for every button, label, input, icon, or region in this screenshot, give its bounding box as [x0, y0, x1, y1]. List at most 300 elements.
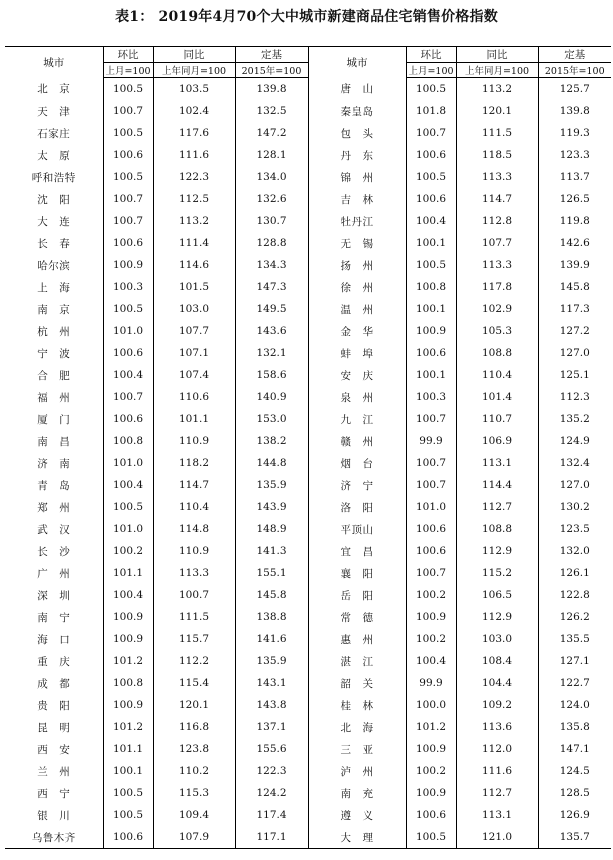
mom-right-cell: 100.9 [406, 606, 456, 628]
city-right-cell: 温 州 [308, 298, 406, 320]
mom-left-cell: 101.0 [103, 320, 153, 342]
table-row [5, 650, 611, 672]
yoy-left-cell: 117.6 [153, 122, 235, 144]
fixed-right-cell: 119.8 [538, 210, 611, 232]
fixed-right-cell: 124.0 [538, 694, 611, 716]
yoy-left-cell: 101.1 [153, 408, 235, 430]
city-right-cell: 扬 州 [308, 254, 406, 276]
table-row [5, 474, 611, 496]
yoy-right-cell: 111.6 [456, 760, 538, 782]
fixed-left-cell: 143.6 [235, 320, 308, 342]
fixed-left-cell: 143.1 [235, 672, 308, 694]
table-row [5, 78, 611, 101]
fixed-right-cell: 122.7 [538, 672, 611, 694]
city-right-cell: 赣 州 [308, 430, 406, 452]
fixed-left-cell: 141.3 [235, 540, 308, 562]
yoy-right-cell: 113.3 [456, 254, 538, 276]
fixed-right-cell: 124.9 [538, 430, 611, 452]
fixed-left-cell: 143.9 [235, 496, 308, 518]
city-left-cell: 西 宁 [37, 787, 71, 800]
fixed-right-cell: 139.9 [538, 254, 611, 276]
mom-right-cell: 100.9 [406, 738, 456, 760]
mom-left-cell: 100.4 [103, 474, 153, 496]
yoy-left-cell: 116.8 [153, 716, 235, 738]
mom-right-cell: 100.7 [406, 408, 456, 430]
yoy-right-cell: 114.4 [456, 474, 538, 496]
yoy-left-cell: 111.5 [153, 606, 235, 628]
fixed-left-cell: 137.1 [235, 716, 308, 738]
fixed-left-cell: 134.0 [235, 166, 308, 188]
fixed-right-cell: 126.5 [538, 188, 611, 210]
fixed-right-cell: 130.2 [538, 496, 611, 518]
city-left-cell: 银 川 [37, 809, 71, 822]
yoy-left-cell: 107.9 [153, 826, 235, 849]
mom-left-cell: 100.8 [103, 430, 153, 452]
city-right-cell: 安 庆 [308, 364, 406, 386]
yoy-left-cell: 110.6 [153, 386, 235, 408]
mom-left-cell: 100.5 [103, 166, 153, 188]
mom-right-cell: 100.9 [406, 320, 456, 342]
yoy-left-cell: 110.4 [153, 496, 235, 518]
yoy-header-right: 同比 [456, 47, 538, 63]
city-right-cell: 济 宁 [308, 474, 406, 496]
yoy-right-cell: 120.1 [456, 100, 538, 122]
city-right-cell: 泸 州 [308, 760, 406, 782]
city-left-cell: 呼和浩特 [31, 171, 76, 184]
mom-right-cell: 101.8 [406, 100, 456, 122]
mom-left-cell: 100.6 [103, 232, 153, 254]
city-right-cell: 牡丹江 [308, 210, 406, 232]
yoy-right-cell: 112.9 [456, 606, 538, 628]
city-right-cell: 桂 林 [308, 694, 406, 716]
yoy-right-cell: 109.2 [456, 694, 538, 716]
city-right-cell: 平顶山 [308, 518, 406, 540]
mom-left-cell: 101.0 [103, 452, 153, 474]
mom-left-cell: 100.5 [103, 78, 153, 101]
yoy-right-cell: 117.8 [456, 276, 538, 298]
mom-right-cell: 99.9 [406, 430, 456, 452]
mom-left-cell: 100.6 [103, 408, 153, 430]
yoy-left-cell: 120.1 [153, 694, 235, 716]
mom-left-cell: 100.9 [103, 606, 153, 628]
city-left-cell: 西 安 [37, 743, 71, 756]
mom-left-cell: 101.1 [103, 738, 153, 760]
yoy-right-cell: 118.5 [456, 144, 538, 166]
yoy-left-cell: 109.4 [153, 804, 235, 826]
mom-right-cell: 100.5 [406, 78, 456, 101]
table-row [5, 188, 611, 210]
city-left-cell: 天 津 [37, 105, 71, 118]
table-row [5, 496, 611, 518]
table-row [5, 144, 611, 166]
table-row [5, 738, 611, 760]
yoy-left-cell: 114.8 [153, 518, 235, 540]
fixed-right-cell: 145.8 [538, 276, 611, 298]
city-left-cell: 郑 州 [37, 501, 71, 514]
fixed-base-right: 2015年=100 [538, 63, 611, 78]
mom-left-cell: 100.6 [103, 342, 153, 364]
yoy-right-cell: 102.9 [456, 298, 538, 320]
mom-left-cell: 100.5 [103, 122, 153, 144]
mom-right-cell: 100.7 [406, 452, 456, 474]
mom-right-cell: 100.6 [406, 188, 456, 210]
table-row [5, 672, 611, 694]
table-row [5, 320, 611, 342]
yoy-right-cell: 112.7 [456, 496, 538, 518]
fixed-left-cell: 134.3 [235, 254, 308, 276]
fixed-left-cell: 117.4 [235, 804, 308, 826]
mom-header-right: 环比 [406, 47, 456, 63]
city-left-cell: 济 南 [37, 457, 71, 470]
city-left-cell: 合 肥 [37, 369, 71, 382]
city-right-cell: 吉 林 [308, 188, 406, 210]
mom-right-cell: 100.0 [406, 694, 456, 716]
mom-right-cell: 100.4 [406, 210, 456, 232]
city-right-cell: 岳 阳 [308, 584, 406, 606]
table-row [5, 540, 611, 562]
city-left-cell: 兰 州 [37, 765, 71, 778]
mom-right-cell: 100.9 [406, 782, 456, 804]
city-left-cell: 上 海 [37, 281, 71, 294]
fixed-left-cell: 147.3 [235, 276, 308, 298]
mom-base-left: 上月=100 [103, 63, 153, 78]
yoy-right-cell: 106.5 [456, 584, 538, 606]
city-right-cell: 金 华 [308, 320, 406, 342]
fixed-left-cell: 139.8 [235, 78, 308, 101]
yoy-right-cell: 105.3 [456, 320, 538, 342]
table-title: 表1： 2019年4月70个大中城市新建商品住宅销售价格指数 [115, 9, 498, 25]
city-right-cell: 九 江 [308, 408, 406, 430]
yoy-right-cell: 104.4 [456, 672, 538, 694]
fixed-right-cell: 127.2 [538, 320, 611, 342]
table-row [5, 826, 611, 849]
yoy-right-cell: 112.0 [456, 738, 538, 760]
city-left-cell: 长 春 [37, 237, 71, 250]
table-row [5, 694, 611, 716]
table-row [5, 804, 611, 826]
mom-right-cell: 100.7 [406, 562, 456, 584]
city-left-cell: 广 州 [37, 567, 71, 580]
table-row [5, 210, 611, 232]
fixed-right-cell: 125.1 [538, 364, 611, 386]
table-row [5, 342, 611, 364]
yoy-right-cell: 115.2 [456, 562, 538, 584]
city-left-cell: 沈 阳 [37, 193, 71, 206]
yoy-left-cell: 111.4 [153, 232, 235, 254]
table-body [5, 78, 611, 849]
mom-right-cell: 101.0 [406, 496, 456, 518]
fixed-left-cell: 155.6 [235, 738, 308, 760]
fixed-left-cell: 148.9 [235, 518, 308, 540]
fixed-left-cell: 132.5 [235, 100, 308, 122]
mom-left-cell: 100.4 [103, 584, 153, 606]
fixed-right-cell: 147.1 [538, 738, 611, 760]
yoy-right-cell: 113.3 [456, 166, 538, 188]
fixed-right-cell: 132.0 [538, 540, 611, 562]
yoy-base-left: 上年同月=100 [153, 63, 235, 78]
table-row [5, 254, 611, 276]
fixed-right-cell: 123.3 [538, 144, 611, 166]
mom-left-cell: 100.9 [103, 628, 153, 650]
mom-left-cell: 100.5 [103, 804, 153, 826]
yoy-left-cell: 113.2 [153, 210, 235, 232]
city-header-right: 城市 [308, 47, 406, 78]
mom-right-cell: 100.4 [406, 650, 456, 672]
yoy-right-cell: 113.1 [456, 804, 538, 826]
city-right-cell: 宜 昌 [308, 540, 406, 562]
mom-right-cell: 100.6 [406, 804, 456, 826]
fixed-right-cell: 132.4 [538, 452, 611, 474]
mom-left-cell: 100.2 [103, 540, 153, 562]
mom-left-cell: 100.7 [103, 210, 153, 232]
fixed-right-cell: 127.1 [538, 650, 611, 672]
yoy-right-cell: 107.7 [456, 232, 538, 254]
city-left-cell: 南 昌 [37, 435, 71, 448]
mom-left-cell: 100.6 [103, 826, 153, 849]
mom-right-cell: 100.7 [406, 474, 456, 496]
table-row [5, 584, 611, 606]
yoy-right-cell: 103.0 [456, 628, 538, 650]
yoy-left-cell: 114.6 [153, 254, 235, 276]
city-left-cell: 石家庄 [37, 127, 71, 140]
mom-left-cell: 100.9 [103, 254, 153, 276]
fixed-right-cell: 135.5 [538, 628, 611, 650]
city-header-left: 城市 [5, 47, 103, 78]
fixed-right-cell: 135.2 [538, 408, 611, 430]
yoy-right-cell: 113.1 [456, 452, 538, 474]
city-right-cell: 唐 山 [308, 78, 406, 101]
mom-left-cell: 101.2 [103, 650, 153, 672]
city-right-cell: 三 亚 [308, 738, 406, 760]
mom-left-cell: 101.0 [103, 518, 153, 540]
mom-left-cell: 100.1 [103, 760, 153, 782]
yoy-right-cell: 108.8 [456, 518, 538, 540]
city-right-cell: 湛 江 [308, 650, 406, 672]
yoy-left-cell: 118.2 [153, 452, 235, 474]
city-left-cell: 乌鲁木齐 [5, 826, 103, 849]
fixed-left-cell: 153.0 [235, 408, 308, 430]
yoy-left-cell: 107.1 [153, 342, 235, 364]
fixed-left-cell: 130.7 [235, 210, 308, 232]
mom-left-cell: 100.4 [103, 364, 153, 386]
fixed-right-cell: 125.7 [538, 78, 611, 101]
yoy-right-cell: 112.9 [456, 540, 538, 562]
city-right-cell: 南 充 [308, 782, 406, 804]
fixed-right-cell: 128.5 [538, 782, 611, 804]
table-row [5, 452, 611, 474]
fixed-right-cell: 126.9 [538, 804, 611, 826]
yoy-base-right: 上年同月=100 [456, 63, 538, 78]
yoy-left-cell: 112.2 [153, 650, 235, 672]
table-row [5, 606, 611, 628]
fixed-left-cell: 135.9 [235, 474, 308, 496]
yoy-left-cell: 113.3 [153, 562, 235, 584]
table-row [5, 628, 611, 650]
mom-right-cell: 100.5 [406, 826, 456, 849]
yoy-left-cell: 101.5 [153, 276, 235, 298]
fixed-left-cell: 138.2 [235, 430, 308, 452]
fixed-right-cell: 127.0 [538, 474, 611, 496]
yoy-right-cell: 121.0 [456, 826, 538, 849]
mom-right-cell: 100.1 [406, 232, 456, 254]
mom-right-cell: 101.2 [406, 716, 456, 738]
yoy-left-cell: 103.0 [153, 298, 235, 320]
mom-right-cell: 100.8 [406, 276, 456, 298]
city-left-cell: 太 原 [37, 149, 71, 162]
fixed-left-cell: 141.6 [235, 628, 308, 650]
city-right-cell: 锦 州 [308, 166, 406, 188]
mom-right-cell: 100.6 [406, 540, 456, 562]
mom-right-cell: 100.5 [406, 166, 456, 188]
fixed-left-cell: 124.2 [235, 782, 308, 804]
mom-left-cell: 100.5 [103, 496, 153, 518]
mom-right-cell: 100.6 [406, 518, 456, 540]
yoy-left-cell: 122.3 [153, 166, 235, 188]
table-row [5, 276, 611, 298]
city-left-cell: 哈尔滨 [37, 259, 71, 272]
fixed-left-cell: 140.9 [235, 386, 308, 408]
city-right-cell: 泉 州 [308, 386, 406, 408]
fixed-right-cell: 139.8 [538, 100, 611, 122]
fixed-right-cell: 126.1 [538, 562, 611, 584]
mom-right-cell: 100.5 [406, 254, 456, 276]
yoy-header-left: 同比 [153, 47, 235, 63]
table-row [5, 518, 611, 540]
mom-right-cell: 99.9 [406, 672, 456, 694]
yoy-left-cell: 123.8 [153, 738, 235, 760]
yoy-right-cell: 112.8 [456, 210, 538, 232]
city-left-cell: 深 圳 [37, 589, 71, 602]
mom-right-cell: 100.1 [406, 298, 456, 320]
yoy-left-cell: 107.4 [153, 364, 235, 386]
fixed-left-cell: 158.6 [235, 364, 308, 386]
city-right-cell: 包 头 [308, 122, 406, 144]
city-right-cell: 遵 义 [308, 804, 406, 826]
city-left-cell: 大 连 [37, 215, 71, 228]
city-left-cell: 成 都 [37, 677, 71, 690]
city-right-cell: 常 德 [308, 606, 406, 628]
fixed-right-cell: 126.2 [538, 606, 611, 628]
city-left-cell: 福 州 [37, 391, 71, 404]
city-left-cell: 海 口 [37, 633, 71, 646]
yoy-right-cell: 111.5 [456, 122, 538, 144]
table-row [5, 408, 611, 430]
yoy-left-cell: 110.9 [153, 430, 235, 452]
mom-header-left: 环比 [103, 47, 153, 63]
mom-right-cell: 100.3 [406, 386, 456, 408]
city-left-cell: 北 京 [37, 83, 71, 96]
yoy-left-cell: 115.4 [153, 672, 235, 694]
table-row [5, 100, 611, 122]
mom-left-cell: 101.2 [103, 716, 153, 738]
yoy-right-cell: 101.4 [456, 386, 538, 408]
yoy-right-cell: 112.7 [456, 782, 538, 804]
table-row [5, 298, 611, 320]
mom-right-cell: 100.7 [406, 122, 456, 144]
fixed-left-cell: 132.1 [235, 342, 308, 364]
table-row [5, 232, 611, 254]
fixed-left-cell: 149.5 [235, 298, 308, 320]
yoy-left-cell: 115.3 [153, 782, 235, 804]
city-left-cell: 青 岛 [37, 479, 71, 492]
fixed-right-cell: 127.0 [538, 342, 611, 364]
city-left-cell: 厦 门 [37, 413, 71, 426]
city-left-cell: 重 庆 [37, 655, 71, 668]
table-row [5, 364, 611, 386]
table-row [5, 430, 611, 452]
yoy-right-cell: 113.6 [456, 716, 538, 738]
fixed-left-cell: 147.2 [235, 122, 308, 144]
yoy-right-cell: 110.4 [456, 364, 538, 386]
fixed-left-cell: 122.3 [235, 760, 308, 782]
table-row [5, 760, 611, 782]
yoy-right-cell: 106.9 [456, 430, 538, 452]
city-left-cell: 武 汉 [37, 523, 71, 536]
fixed-right-cell: 119.3 [538, 122, 611, 144]
city-right-cell: 惠 州 [308, 628, 406, 650]
city-left-cell: 昆 明 [37, 721, 71, 734]
fixed-left-cell: 143.8 [235, 694, 308, 716]
city-right-cell: 洛 阳 [308, 496, 406, 518]
mom-left-cell: 100.7 [103, 386, 153, 408]
yoy-left-cell: 107.7 [153, 320, 235, 342]
mom-right-cell: 100.6 [406, 342, 456, 364]
fixed-right-cell: 117.3 [538, 298, 611, 320]
city-left-cell: 南 京 [37, 303, 71, 316]
mom-left-cell: 100.7 [103, 100, 153, 122]
mom-right-cell: 100.2 [406, 760, 456, 782]
price-index-table [5, 46, 611, 849]
city-right-cell: 韶 关 [308, 672, 406, 694]
fixed-left-cell: 128.8 [235, 232, 308, 254]
fixed-right-cell: 135.7 [538, 826, 611, 849]
table-row [5, 562, 611, 584]
mom-left-cell: 100.6 [103, 144, 153, 166]
fixed-base-left: 2015年=100 [235, 63, 308, 78]
yoy-left-cell: 100.7 [153, 584, 235, 606]
city-left-cell: 杭 州 [37, 325, 71, 338]
fixed-right-cell: 113.7 [538, 166, 611, 188]
fixed-left-cell: 128.1 [235, 144, 308, 166]
mom-left-cell: 100.3 [103, 276, 153, 298]
mom-left-cell: 100.5 [103, 298, 153, 320]
yoy-left-cell: 110.9 [153, 540, 235, 562]
yoy-left-cell: 102.4 [153, 100, 235, 122]
fixed-left-cell: 117.1 [235, 826, 308, 849]
fixed-left-cell: 132.6 [235, 188, 308, 210]
yoy-left-cell: 110.2 [153, 760, 235, 782]
city-right-cell: 襄 阳 [308, 562, 406, 584]
city-right-cell: 蚌 埠 [308, 342, 406, 364]
mom-left-cell: 101.1 [103, 562, 153, 584]
fixed-left-cell: 138.8 [235, 606, 308, 628]
yoy-right-cell: 108.8 [456, 342, 538, 364]
mom-base-right: 上月=100 [406, 63, 456, 78]
fixed-right-cell: 112.3 [538, 386, 611, 408]
yoy-right-cell: 113.2 [456, 78, 538, 101]
city-right-cell: 大 理 [308, 826, 406, 849]
city-right-cell: 烟 台 [308, 452, 406, 474]
city-right-cell: 无 锡 [308, 232, 406, 254]
city-left-cell: 贵 阳 [37, 699, 71, 712]
city-right-cell: 秦皇岛 [308, 100, 406, 122]
table-row [5, 166, 611, 188]
mom-right-cell: 100.2 [406, 584, 456, 606]
fixed-header-left: 定基 [235, 47, 308, 63]
city-right-cell: 徐 州 [308, 276, 406, 298]
table-row [5, 386, 611, 408]
fixed-left-cell: 155.1 [235, 562, 308, 584]
